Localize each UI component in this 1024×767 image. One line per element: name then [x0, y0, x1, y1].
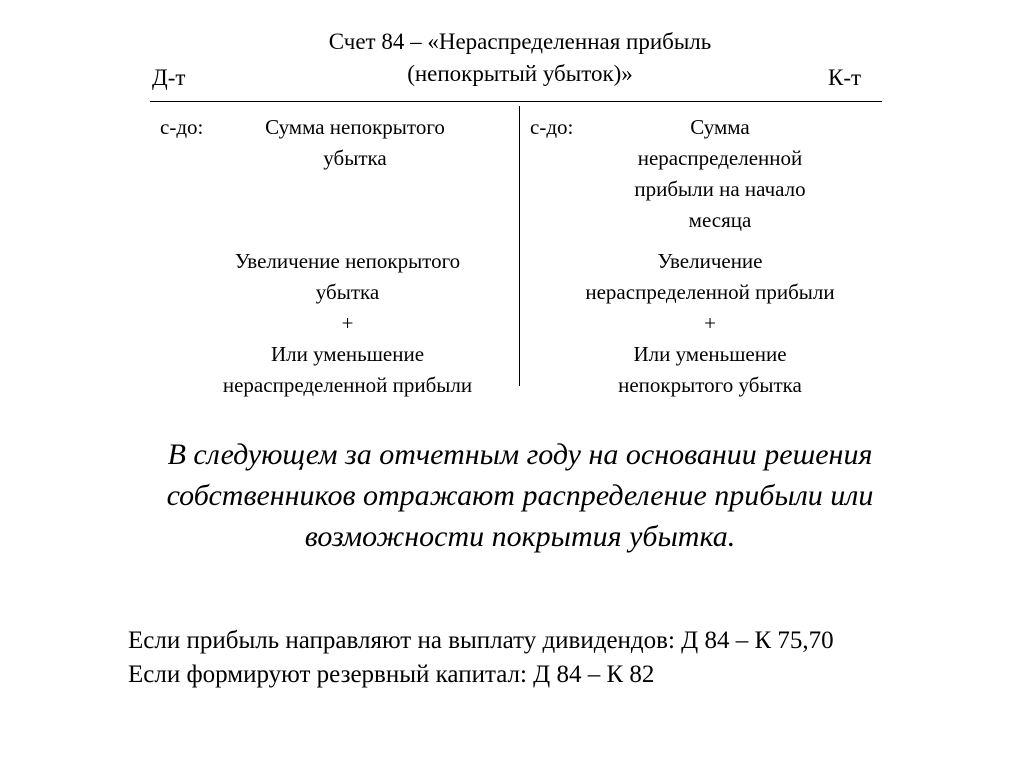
entry-reserve-capital: Если формируют резервный капитал: Д 84 – К 82 — [128, 661, 655, 688]
entry-dividends: Если прибыль направляют на выплату дивидендов: Д 84 – К 75,70 — [128, 627, 834, 654]
debit-opening-label: с-до: — [160, 115, 204, 139]
account-title-line-1: Счет 84 – «Нераспределенная прибыль — [328, 29, 712, 54]
credit-opening-label: с-до: — [530, 115, 574, 139]
credit-label: К-т — [828, 65, 862, 90]
distribution-note: В следующем за отчетным году на основании решения собственников отражают распределение прибыли или возможности покрытия убытка. — [166, 438, 874, 553]
credit-opening-text: Сумма нераспределенной прибыли на начало месяца — [634, 115, 806, 232]
debit-opening-text: Сумма непокрытого убытка — [265, 115, 445, 170]
credit-turnover-text: Увеличение нераспределенной прибыли + Или уменьшение непокрытого убытка — [585, 249, 835, 397]
debit-turnover-text: Увеличение непокрытого убытка + Или уменьшение нераспределенной прибыли — [222, 249, 473, 397]
debit-label: Д-т — [152, 65, 186, 90]
account-title-line-2: (непокрытый убыток)» — [407, 61, 633, 86]
t-account-horizontal-line — [150, 101, 882, 102]
account-title — [200, 26, 840, 90]
t-account-vertical-line — [519, 106, 520, 386]
